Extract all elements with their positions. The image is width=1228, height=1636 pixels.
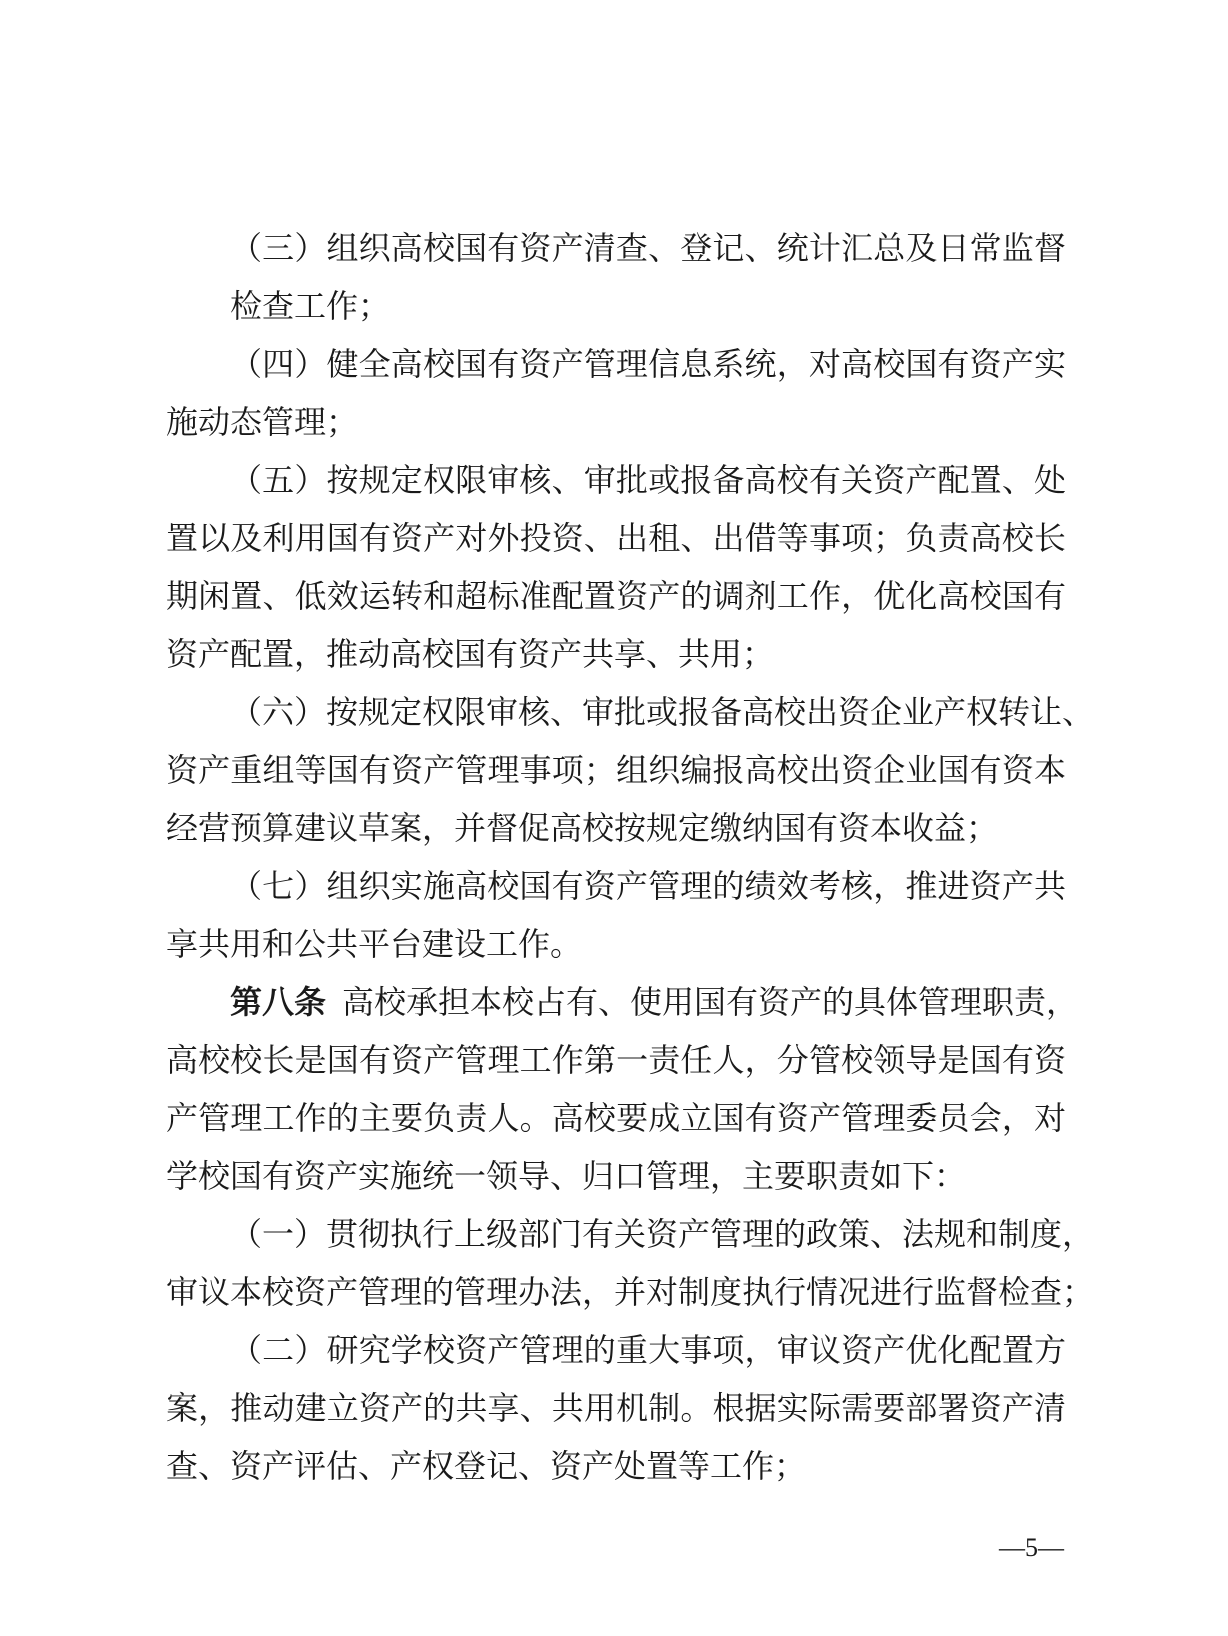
paragraph-line: （一）贯彻执行上级部门有关资产管理的政策、法规和制度，: [230, 1215, 1095, 1253]
article-first-line: [230, 972, 1079, 1032]
paragraph-line: 期闲置、低效运转和超标准配置资产的调剂工作，优化高校国有: [166, 577, 1066, 615]
paragraph-line: （三）组织高校国有资产清查、登记、统计汇总及日常监督: [230, 229, 1066, 267]
paragraph-line: 查、资产评估、产权登记、资产处置等工作；: [166, 1447, 807, 1485]
paragraph-line: 高校校长是国有资产管理工作第一责任人，分管校领导是国有资: [166, 1041, 1066, 1079]
paragraph-line: （六）按规定权限审核、审批或报备高校出资企业产权转让、: [230, 693, 1095, 731]
paragraph-line: 经营预算建议草案，并督促高校按规定缴纳国有资本收益；: [166, 809, 999, 847]
paragraph-line: 产管理工作的主要负责人。高校要成立国有资产管理委员会，对: [166, 1099, 1066, 1137]
paragraph-line: 资产重组等国有资产管理事项；组织编报高校出资企业国有资本: [166, 751, 1066, 789]
paragraph-line: 案，推动建立资产的共享、共用机制。根据实际需要部署资产清: [166, 1389, 1066, 1427]
page-number: —5—: [999, 1533, 1064, 1562]
paragraph-line: 审议本校资产管理的管理办法，并对制度执行情况进行监督检查；: [166, 1273, 1095, 1311]
article-heading: 第八条: [230, 983, 327, 1021]
paragraph-line: 资产配置，推动高校国有资产共享、共用；: [166, 635, 775, 673]
paragraph-line: 置以及利用国有资产对外投资、出租、出借等事项；负责高校长: [166, 519, 1066, 557]
paragraph-line: 检查工作；: [230, 287, 391, 325]
paragraph-line: （四）健全高校国有资产管理信息系统，对高校国有资产实: [230, 345, 1066, 383]
paragraph-line: （七）组织实施高校国有资产管理的绩效考核，推进资产共: [230, 867, 1066, 905]
paragraph-line: 施动态管理；: [166, 403, 359, 441]
paragraph-line: 享共用和公共平台建设工作。: [166, 925, 583, 963]
article-text: 高校承担本校占有、使用国有资产的具体管理职责，: [342, 983, 1079, 1021]
paragraph-line: （二）研究学校资产管理的重大事项，审议资产优化配置方: [230, 1331, 1066, 1369]
paragraph-line: （五）按规定权限审核、审批或报备高校有关资产配置、处: [230, 461, 1066, 499]
paragraph-line: 学校国有资产实施统一领导、归口管理，主要职责如下：: [166, 1157, 967, 1195]
